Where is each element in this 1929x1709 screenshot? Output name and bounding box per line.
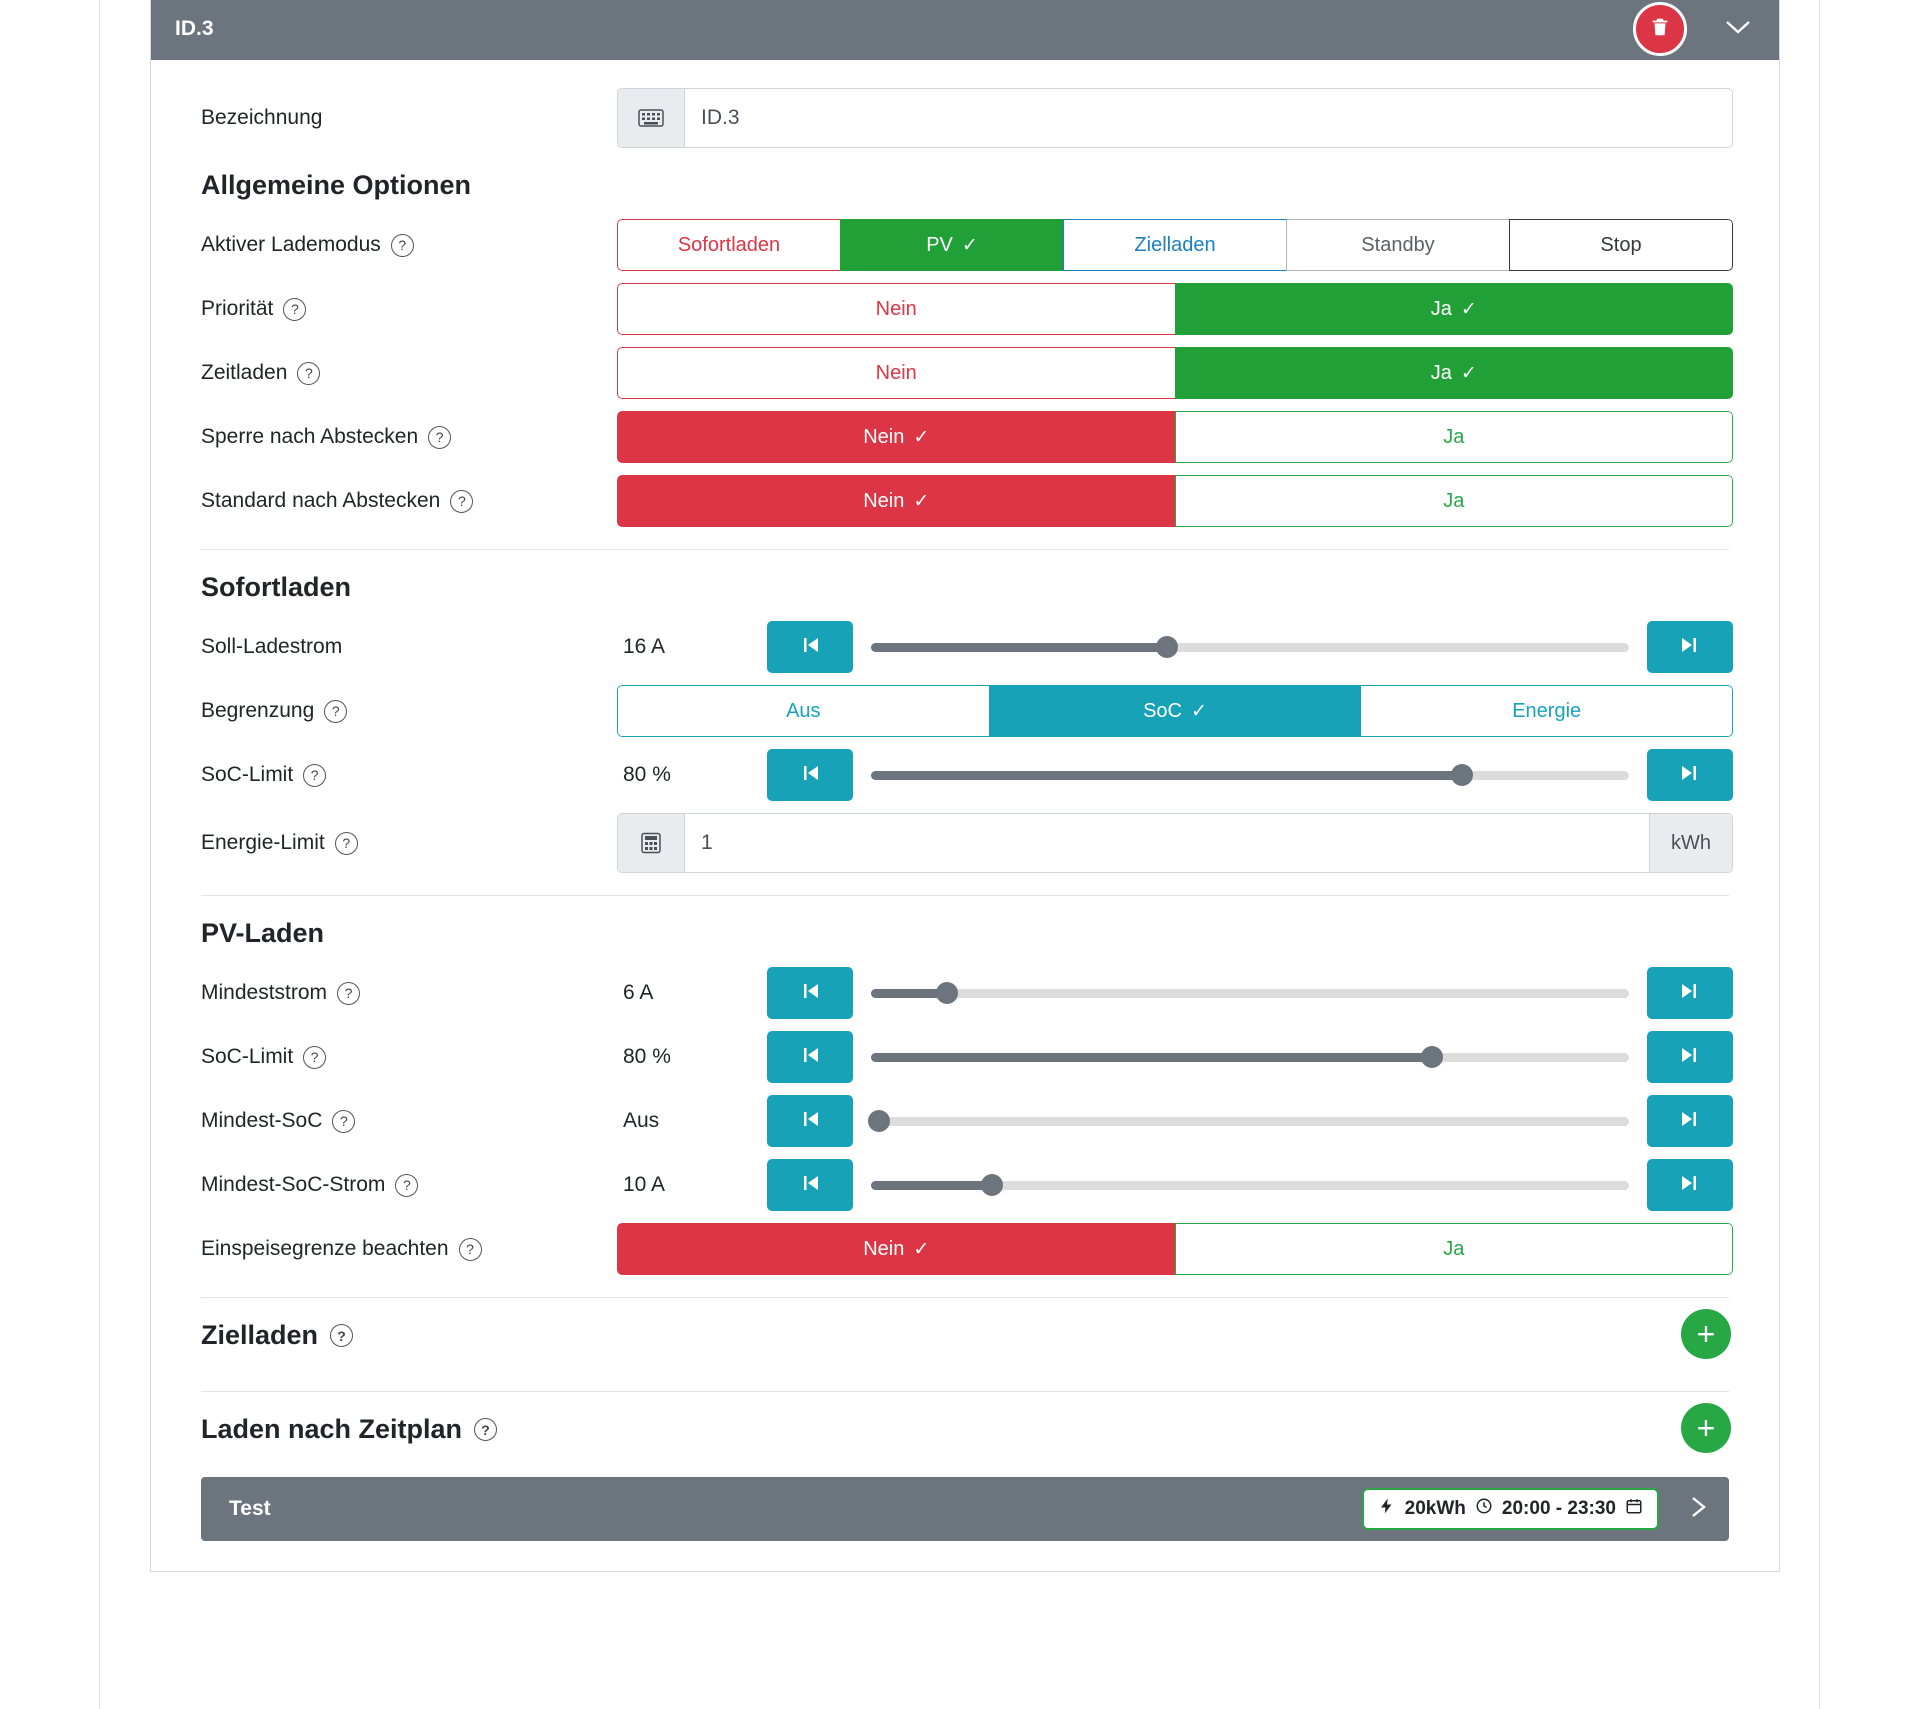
pv-soc-limit-decrement[interactable]: [767, 1031, 853, 1083]
label-soll-ladestrom: Soll-Ladestrom: [201, 635, 343, 658]
einspeisegrenze-option-ja[interactable]: [1175, 1223, 1734, 1275]
value-sofortladen-soc-limit: 80 %: [623, 763, 671, 786]
calendar-icon: [1625, 1497, 1643, 1521]
help-icon[interactable]: ?: [303, 764, 326, 787]
section-title-zielladen: [177, 1320, 353, 1351]
schedule-name: Test: [229, 1497, 271, 1520]
skip-forward-icon: [1678, 1043, 1702, 1072]
label-text: Einspeisegrenze beachten: [201, 1237, 449, 1260]
skip-back-icon: [798, 1171, 822, 1200]
row-einspeisegrenze: [177, 1223, 1753, 1275]
row-zeitladen: [177, 347, 1753, 399]
row-mindeststrom: [177, 967, 1753, 1019]
label-mindest-soc: [177, 1109, 617, 1133]
row-begrenzung: [177, 685, 1753, 737]
help-icon[interactable]: ?: [324, 700, 347, 723]
option-label: Nein: [863, 489, 905, 512]
help-icon[interactable]: ?: [428, 426, 451, 449]
row-sofortladen-soc-limit: [177, 749, 1753, 801]
help-icon[interactable]: ?: [330, 1324, 353, 1347]
check-icon: ✓: [961, 234, 978, 256]
lademodus-button-group[interactable]: [617, 219, 1733, 271]
label-aktiver-lademodus: [177, 233, 617, 257]
begrenzung-option-soc[interactable]: [989, 685, 1362, 737]
label-bezeichnung: Bezeichnung: [201, 106, 323, 129]
label-text: Priorität: [201, 297, 274, 320]
help-icon[interactable]: ?: [332, 1110, 355, 1133]
label-text: Energie-Limit: [201, 831, 325, 854]
soll-ladestrom-decrement[interactable]: [767, 621, 853, 673]
mindeststrom-increment[interactable]: [1647, 967, 1733, 1019]
value-mindest-soc-strom: 10 A: [623, 1173, 666, 1196]
einspeisegrenze-button-group[interactable]: [617, 1223, 1733, 1275]
energie-limit-unit: kWh: [1649, 814, 1732, 872]
skip-forward-icon: [1678, 979, 1702, 1008]
check-icon: ✓: [1191, 700, 1207, 722]
section-zielladen: [177, 1298, 1753, 1369]
collapse-button[interactable]: [1721, 12, 1755, 46]
lademodus-option-pv[interactable]: [840, 219, 1064, 271]
lademodus-option-standby[interactable]: [1286, 219, 1510, 271]
delete-button[interactable]: [1633, 2, 1687, 56]
row-bezeichnung: [177, 88, 1753, 148]
help-icon[interactable]: ?: [335, 832, 358, 855]
value-soll-ladestrom: 16 A: [623, 635, 666, 658]
schedule-time: 20:00 - 23:30: [1501, 1498, 1616, 1519]
add-zeitplan-button[interactable]: [1681, 1403, 1731, 1453]
prioritaet-option-ja[interactable]: [1175, 283, 1734, 335]
pv-soc-limit-slider[interactable]: [871, 1031, 1629, 1083]
mindeststrom-decrement[interactable]: [767, 967, 853, 1019]
add-zielladen-button[interactable]: [1681, 1309, 1731, 1359]
zeitladen-option-ja[interactable]: [1175, 347, 1734, 399]
option-label: Standby: [1361, 233, 1435, 256]
divider: [201, 549, 1729, 550]
card-body: [151, 60, 1779, 1571]
label-sperre-nach-abstecken: [177, 425, 617, 449]
option-label: Nein: [875, 297, 917, 320]
check-icon: ✓: [1460, 298, 1477, 320]
sofortladen-soc-decrement[interactable]: [767, 749, 853, 801]
vehicle-settings-card: [150, 0, 1780, 1572]
label-einspeisegrenze: [177, 1237, 617, 1261]
label-text: Sperre nach Abstecken: [201, 425, 419, 448]
lademodus-option-sofortladen[interactable]: [617, 219, 841, 271]
option-label: PV: [926, 233, 953, 256]
label-pv-soc-limit: [177, 1045, 617, 1069]
value-mindeststrom: 6 A: [623, 981, 654, 1004]
page-right-rail: [1819, 0, 1929, 1709]
mindest-soc-strom-decrement[interactable]: [767, 1159, 853, 1211]
option-label: Zielladen: [1134, 233, 1216, 256]
section-title-sofortladen: Sofortladen: [201, 572, 352, 602]
label-mindeststrom: [177, 981, 617, 1005]
label-text: Zeitladen: [201, 361, 288, 384]
skip-back-icon: [798, 761, 822, 790]
prioritaet-option-nein[interactable]: [617, 283, 1176, 335]
option-label: Energie: [1512, 699, 1582, 722]
page-left-rail: [0, 0, 100, 1709]
slider-track: [871, 1117, 1629, 1126]
help-icon[interactable]: ?: [283, 298, 306, 321]
energie-limit-input-group[interactable]: [617, 813, 1733, 873]
plus-icon: +: [1696, 1409, 1716, 1446]
skip-forward-icon: [1678, 1107, 1702, 1136]
label-text: SoC-Limit: [201, 763, 294, 786]
calculator-icon: [618, 814, 685, 872]
section-title-allgemeine-optionen: Allgemeine Optionen: [201, 170, 472, 200]
label-begrenzung: [177, 699, 617, 723]
row-soll-ladestrom: [177, 621, 1753, 673]
energie-limit-input[interactable]: [685, 814, 1649, 872]
label-text: Begrenzung: [201, 699, 315, 722]
help-icon[interactable]: ?: [303, 1046, 326, 1069]
card-title: ID.3: [175, 17, 214, 40]
option-label: Nein: [875, 361, 917, 384]
option-label: Ja: [1443, 1237, 1465, 1260]
slider-thumb[interactable]: [1451, 764, 1473, 786]
schedule-badge: [1362, 1488, 1659, 1530]
mindest-soc-increment[interactable]: [1647, 1095, 1733, 1147]
slider-track: [871, 989, 1629, 998]
slider-fill: [871, 1181, 992, 1190]
zeitladen-option-nein[interactable]: [617, 347, 1176, 399]
help-icon[interactable]: ?: [395, 1174, 418, 1197]
option-label: Ja: [1430, 361, 1452, 384]
label-standard-nach-abstecken: [177, 489, 617, 513]
check-icon: ✓: [913, 1238, 930, 1260]
mindeststrom-slider[interactable]: [871, 967, 1629, 1019]
option-label: Nein: [863, 1237, 905, 1260]
sofortladen-soc-increment[interactable]: [1647, 749, 1733, 801]
chevron-right-icon: [1685, 1506, 1711, 1523]
skip-back-icon: [798, 1043, 822, 1072]
option-label: Ja: [1443, 489, 1465, 512]
standard-button-group[interactable]: [617, 475, 1733, 527]
slider-thumb[interactable]: [868, 1110, 890, 1132]
row-energie-limit: [177, 813, 1753, 873]
schedule-energy: 20kWh: [1404, 1498, 1466, 1519]
slider-fill: [871, 1053, 1432, 1062]
begrenzung-option-energie[interactable]: [1360, 685, 1733, 737]
bezeichnung-input-group[interactable]: [617, 88, 1733, 148]
soll-ladestrom-slider[interactable]: [871, 621, 1629, 673]
option-label: Ja: [1443, 425, 1465, 448]
section-title-text: Laden nach Zeitplan: [201, 1414, 463, 1444]
row-sperre-nach-abstecken: [177, 411, 1753, 463]
pv-soc-limit-increment[interactable]: [1647, 1031, 1733, 1083]
value-mindest-soc: Aus: [623, 1109, 660, 1132]
label-text: Mindest-SoC: [201, 1109, 323, 1132]
skip-back-icon: [798, 633, 822, 662]
standard-option-ja[interactable]: [1175, 475, 1734, 527]
bezeichnung-input[interactable]: [685, 89, 1732, 147]
help-icon[interactable]: ?: [459, 1238, 482, 1261]
label-mindest-soc-strom: [177, 1173, 617, 1197]
option-label: Aus: [786, 699, 821, 722]
check-icon: ✓: [913, 426, 930, 448]
trash-icon: [1649, 16, 1671, 43]
schedule-open-button[interactable]: [1685, 1495, 1711, 1524]
check-icon: ✓: [1460, 362, 1477, 384]
chevron-down-icon: [1724, 18, 1752, 41]
begrenzung-option-aus[interactable]: [617, 685, 990, 737]
value-pv-soc-limit: 80 %: [623, 1045, 671, 1068]
option-label: Sofortladen: [677, 233, 781, 256]
lademodus-option-zielladen[interactable]: [1063, 219, 1287, 271]
keyboard-icon: [618, 89, 685, 147]
sperre-option-nein[interactable]: [617, 411, 1176, 463]
plus-icon: +: [1696, 1315, 1716, 1352]
schedule-item[interactable]: [201, 1477, 1729, 1541]
row-mindest-soc-strom: [177, 1159, 1753, 1211]
slider-fill: [871, 643, 1167, 652]
label-text: Aktiver Lademodus: [201, 233, 381, 256]
clock-icon: [1475, 1497, 1493, 1521]
help-icon[interactable]: ?: [450, 490, 473, 513]
slider-fill: [871, 771, 1462, 780]
row-pv-soc-limit: [177, 1031, 1753, 1083]
label-text: SoC-Limit: [201, 1045, 294, 1068]
help-icon[interactable]: ?: [337, 982, 360, 1005]
slider-thumb[interactable]: [981, 1174, 1003, 1196]
label-zeitladen: [177, 361, 617, 385]
sofortladen-soc-slider[interactable]: [871, 749, 1629, 801]
soll-ladestrom-increment[interactable]: [1647, 621, 1733, 673]
skip-forward-icon: [1678, 633, 1702, 662]
label-text: Mindeststrom: [201, 981, 328, 1004]
row-mindest-soc: [177, 1095, 1753, 1147]
skip-forward-icon: [1678, 761, 1702, 790]
sperre-option-ja[interactable]: [1175, 411, 1734, 463]
sperre-button-group[interactable]: [617, 411, 1733, 463]
mindest-soc-strom-slider[interactable]: [871, 1159, 1629, 1211]
skip-back-icon: [798, 1107, 822, 1136]
standard-option-nein[interactable]: [617, 475, 1176, 527]
mindest-soc-decrement[interactable]: [767, 1095, 853, 1147]
mindest-soc-strom-increment[interactable]: [1647, 1159, 1733, 1211]
mindest-soc-slider[interactable]: [871, 1095, 1629, 1147]
card-header: [151, 0, 1779, 60]
check-icon: ✓: [913, 490, 930, 512]
skip-back-icon: [798, 979, 822, 1008]
label-prioritaet: [177, 297, 617, 321]
option-label: Stop: [1600, 233, 1642, 256]
label-sofortladen-soc-limit: [177, 763, 617, 787]
einspeisegrenze-option-nein[interactable]: [617, 1223, 1176, 1275]
label-text: Standard nach Abstecken: [201, 489, 441, 512]
skip-forward-icon: [1678, 1171, 1702, 1200]
help-icon[interactable]: ?: [297, 362, 320, 385]
slider-thumb[interactable]: [1421, 1046, 1443, 1068]
section-laden-nach-zeitplan: [177, 1392, 1753, 1463]
begrenzung-button-group[interactable]: [617, 685, 1733, 737]
section-title-laden-nach-zeitplan: [177, 1414, 497, 1445]
label-energie-limit: [177, 831, 617, 855]
row-standard-nach-abstecken: [177, 475, 1753, 527]
option-label: Nein: [863, 425, 905, 448]
row-prioritaet: [177, 283, 1753, 335]
slider-thumb[interactable]: [1156, 636, 1178, 658]
zeitladen-button-group[interactable]: [617, 347, 1733, 399]
option-label: Ja: [1430, 297, 1452, 320]
row-aktiver-lademodus: [177, 219, 1753, 271]
divider: [201, 895, 1729, 896]
label-text: Mindest-SoC-Strom: [201, 1173, 386, 1196]
section-title-pv-laden: PV-Laden: [201, 918, 325, 948]
section-title-text: Zielladen: [201, 1320, 319, 1350]
lademodus-option-stop[interactable]: [1509, 219, 1733, 271]
bolt-icon: [1378, 1497, 1396, 1521]
option-label: SoC: [1143, 699, 1182, 722]
prioritaet-button-group[interactable]: [617, 283, 1733, 335]
help-icon[interactable]: ?: [474, 1418, 497, 1441]
help-icon[interactable]: ?: [391, 234, 414, 257]
slider-thumb[interactable]: [936, 982, 958, 1004]
